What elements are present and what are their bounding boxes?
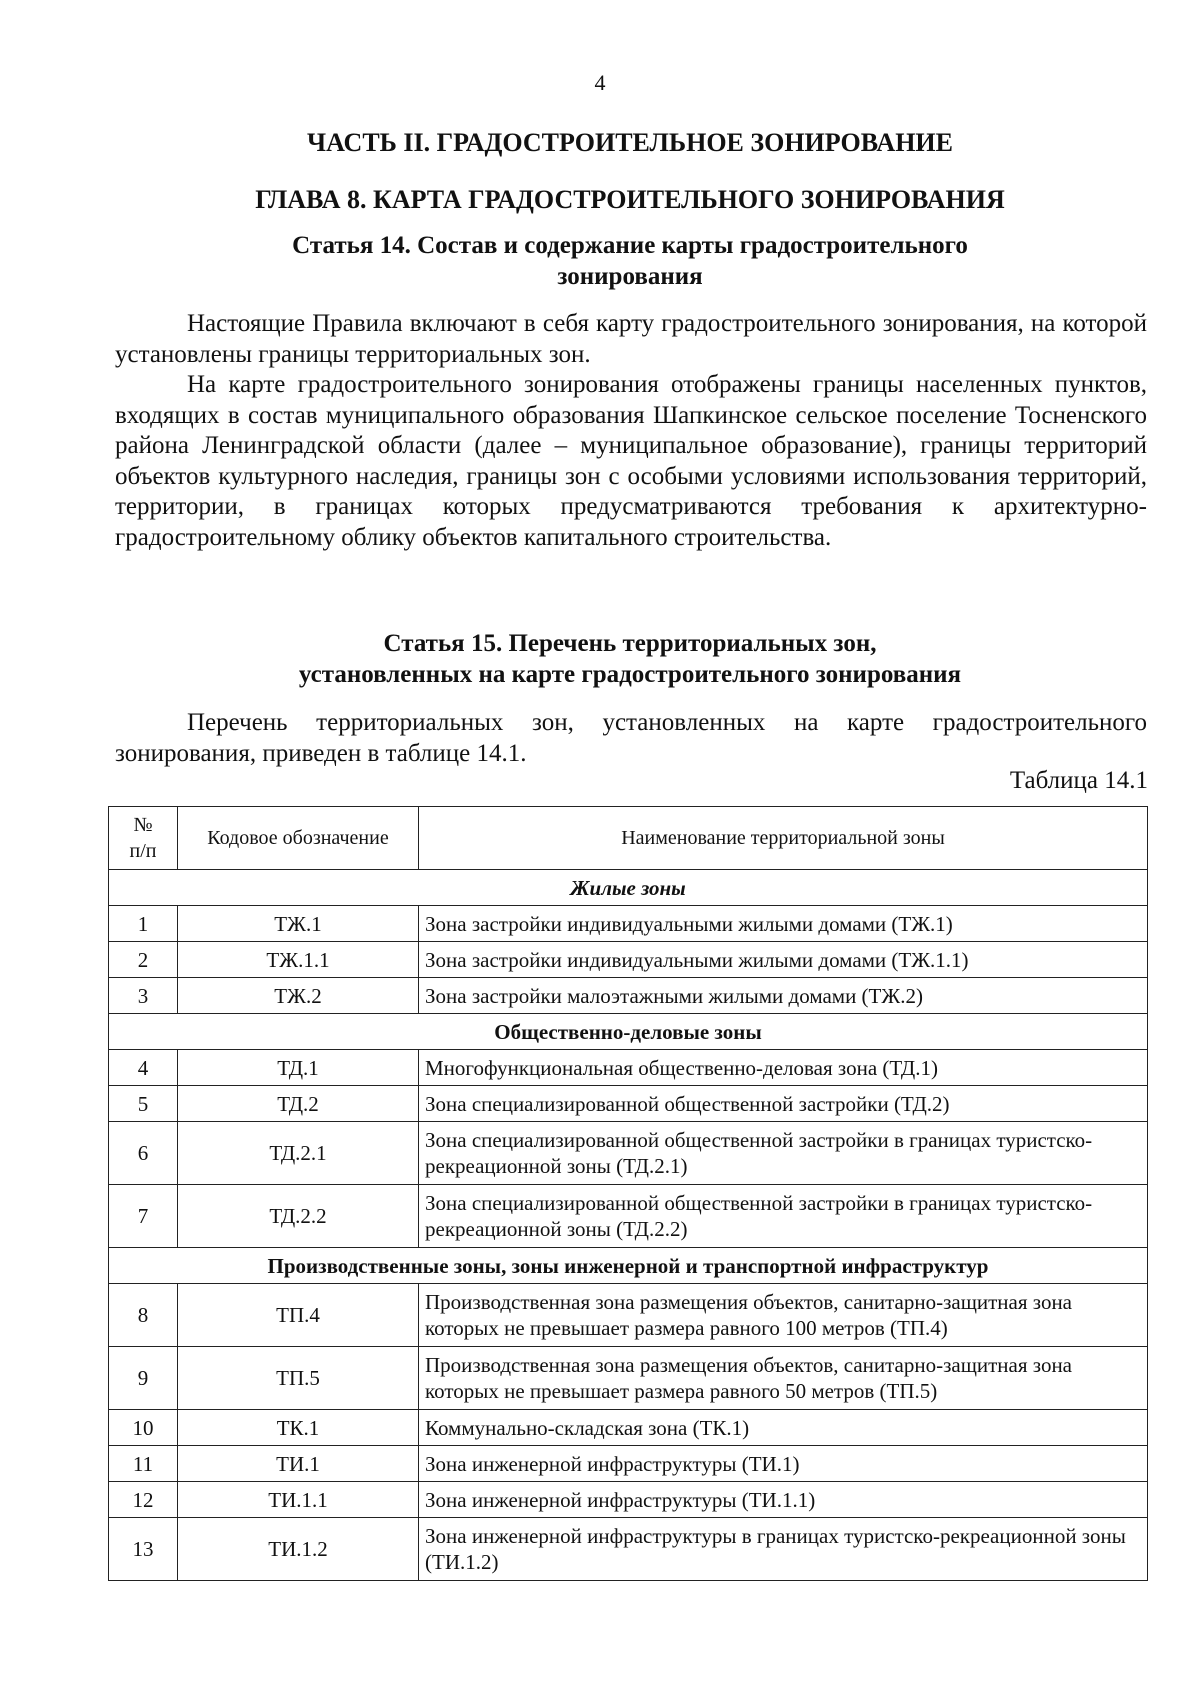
header-num-line1: № — [133, 814, 153, 836]
group-title: Производственные зоны, зоны инженерной и транспортной инфраструктур — [109, 1248, 1148, 1284]
article-14-paragraph-2: На карте градостроительного зонирования отображены границы населенных пунктов, входящих в состав муниципального образования Шапкинское сельское поселение Тосненского района Ленинградской области (далее – муниципальное образование), границы территорий объектов культурного наследия, границы зон с особыми условиями использования территорий, территории, в границах которых предусматриваются требования к архитектурно-градостроительному облику объектов капитального строительства. — [115, 371, 1147, 551]
row-zone-name: Зона специализированной общественной застройки в границах туристско-рекреационной зоны (ТД.2.2) — [419, 1185, 1148, 1248]
row-num: 4 — [109, 1050, 178, 1086]
table-row — [109, 906, 1148, 942]
row-num: 13 — [109, 1518, 178, 1581]
row-num: 7 — [109, 1185, 178, 1248]
row-code: ТИ.1.1 — [178, 1482, 419, 1518]
row-code: ТЖ.2 — [178, 978, 419, 1014]
header-name: Наименование территориальной зоны — [419, 807, 1148, 870]
article-14-title-line1: Статья 14. Состав и содержание карты градостроительного — [292, 232, 968, 259]
row-num: 5 — [109, 1086, 178, 1122]
zones-table-body — [109, 870, 1148, 1581]
table-caption: Таблица 14.1 — [1009, 767, 1148, 794]
row-zone-name: Зона застройки индивидуальными жилыми домами (ТЖ.1.1) — [419, 942, 1148, 978]
table-group-row — [109, 870, 1148, 906]
table-row — [109, 1482, 1148, 1518]
header-num-line2: п/п — [129, 840, 157, 862]
table-row — [109, 1050, 1148, 1086]
row-code: ТЖ.1 — [178, 906, 419, 942]
row-code: ТД.2.2 — [178, 1185, 419, 1248]
table-row — [109, 942, 1148, 978]
article-15-title — [110, 628, 1150, 690]
row-num: 6 — [109, 1122, 178, 1185]
table-row — [109, 1518, 1148, 1581]
row-zone-name: Зона специализированной общественной застройки (ТД.2) — [419, 1086, 1148, 1122]
row-num: 10 — [109, 1410, 178, 1446]
table-row — [109, 1347, 1148, 1410]
table-row — [109, 1086, 1148, 1122]
zones-table — [108, 806, 1148, 1581]
group-title: Жилые зоны — [109, 870, 1148, 906]
table-row — [109, 1446, 1148, 1482]
article-15-title-line2: установленных на карте градостроительного зонирования — [298, 661, 962, 688]
row-num: 2 — [109, 942, 178, 978]
part-title: ЧАСТЬ II. ГРАДОСТРОИТЕЛЬНОЕ ЗОНИРОВАНИЕ — [306, 128, 953, 157]
table-header-row — [109, 807, 1148, 870]
table-row — [109, 1284, 1148, 1347]
article-14-title-line2: зонирования — [557, 263, 703, 290]
row-num: 12 — [109, 1482, 178, 1518]
row-code: ТД.2.1 — [178, 1122, 419, 1185]
row-num: 11 — [109, 1446, 178, 1482]
table-row — [109, 978, 1148, 1014]
table-group-row — [109, 1248, 1148, 1284]
article-14-paragraph-1: Настоящие Правила включают в себя карту градостроительного зонирования, на которой установлены границы территориальных зон. — [115, 310, 1147, 368]
table-row — [109, 1410, 1148, 1446]
row-zone-name: Зона инженерной инфраструктуры (ТИ.1) — [419, 1446, 1148, 1482]
article-15-title-line1: Статья 15. Перечень территориальных зон, — [383, 630, 877, 657]
row-code: ТК.1 — [178, 1410, 419, 1446]
row-num: 3 — [109, 978, 178, 1014]
row-zone-name: Производственная зона размещения объектов, санитарно-защитная зона которых не превышает размера равного 100 метров (ТП.4) — [419, 1284, 1148, 1347]
row-zone-name: Многофункциональная общественно-деловая зона (ТД.1) — [419, 1050, 1148, 1086]
row-zone-name: Коммунально-складская зона (ТК.1) — [419, 1410, 1148, 1446]
row-code: ТП.4 — [178, 1284, 419, 1347]
row-zone-name: Зона инженерной инфраструктуры в границах туристско-рекреационной зоны (ТИ.1.2) — [419, 1518, 1148, 1581]
row-num: 1 — [109, 906, 178, 942]
table-group-row — [109, 1014, 1148, 1050]
page-number: 4 — [594, 70, 606, 95]
header-num — [109, 807, 178, 870]
row-zone-name: Зона инженерной инфраструктуры (ТИ.1.1) — [419, 1482, 1148, 1518]
chapter-title: ГЛАВА 8. КАРТА ГРАДОСТРОИТЕЛЬНОГО ЗОНИРОВАНИЯ — [255, 185, 1005, 214]
row-zone-name: Производственная зона размещения объектов, санитарно-защитная зона которых не превышает размера равного 50 метров (ТП.5) — [419, 1347, 1148, 1410]
row-zone-name: Зона застройки малоэтажными жилыми домами (ТЖ.2) — [419, 978, 1148, 1014]
table-row — [109, 1185, 1148, 1248]
row-num: 8 — [109, 1284, 178, 1347]
row-code: ТЖ.1.1 — [178, 942, 419, 978]
group-title: Общественно-деловые зоны — [109, 1014, 1148, 1050]
row-num: 9 — [109, 1347, 178, 1410]
header-code: Кодовое обозначение — [178, 807, 419, 870]
row-code: ТИ.1.2 — [178, 1518, 419, 1581]
article-15-paragraph: Перечень территориальных зон, установленных на карте градостроительного зонирования, приведен в таблице 14.1. — [115, 709, 1147, 767]
row-code: ТП.5 — [178, 1347, 419, 1410]
row-code: ТД.2 — [178, 1086, 419, 1122]
row-code: ТД.1 — [178, 1050, 419, 1086]
article-14-title — [110, 230, 1150, 292]
row-zone-name: Зона специализированной общественной застройки в границах туристско-рекреационной зоны (ТД.2.1) — [419, 1122, 1148, 1185]
row-zone-name: Зона застройки индивидуальными жилыми домами (ТЖ.1) — [419, 906, 1148, 942]
row-code: ТИ.1 — [178, 1446, 419, 1482]
table-row — [109, 1122, 1148, 1185]
